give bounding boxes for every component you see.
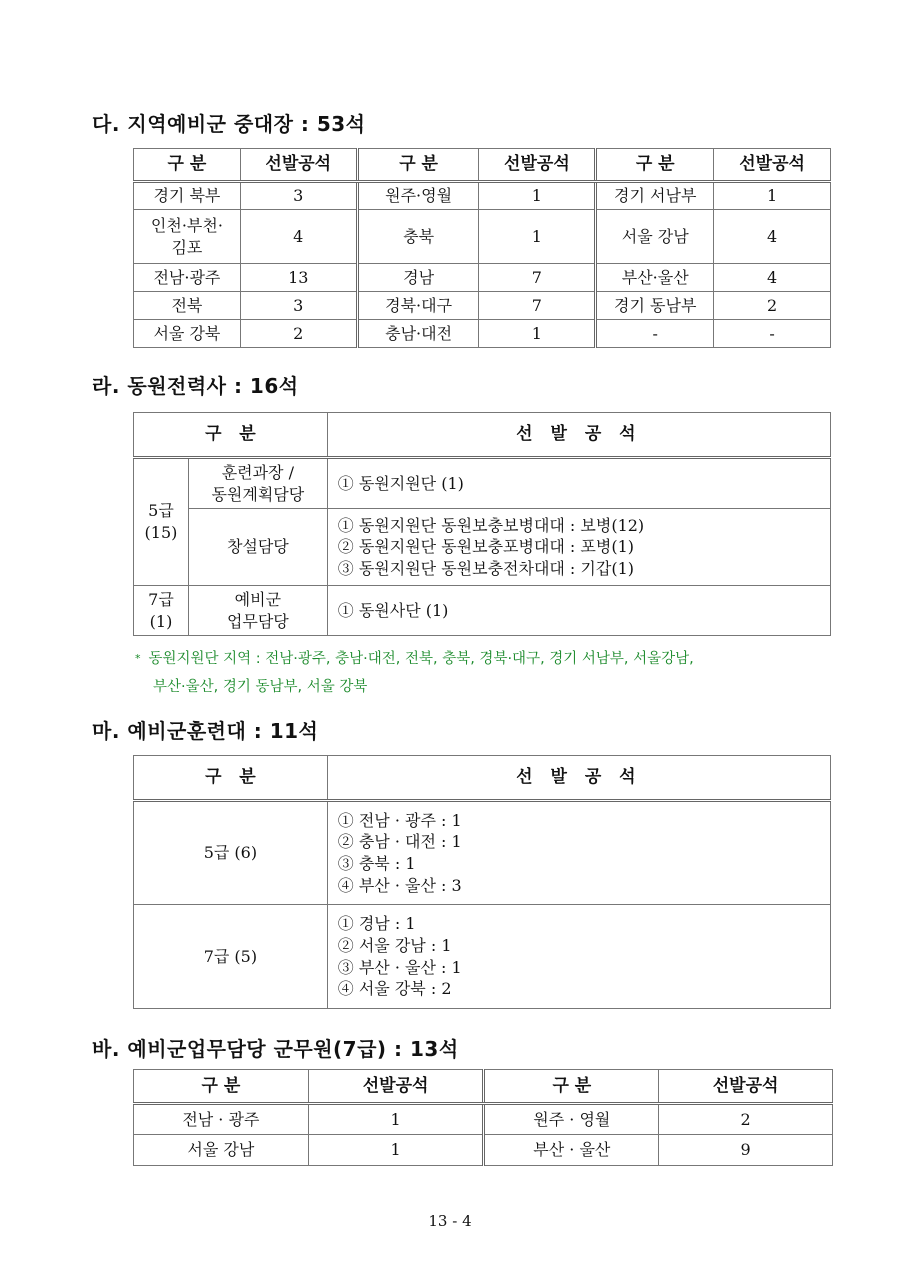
- section-title-ra: 라. 동원전력사 : 16석: [92, 374, 299, 398]
- table-row: [134, 264, 831, 292]
- col-header: 선발공석: [240, 149, 357, 182]
- footnote-marker: *: [135, 652, 141, 665]
- col-header: 선발공석: [479, 149, 596, 182]
- table-cell: 전북: [134, 292, 241, 320]
- cell-line: 김포: [171, 237, 203, 257]
- cell-line: 인천·부천·: [150, 215, 223, 235]
- table-cell: 경기 북부: [134, 182, 241, 210]
- col-header: 구 분: [596, 149, 714, 182]
- list-item: ② 충남 · 대전 : 1: [337, 832, 462, 852]
- table-row: [134, 292, 831, 320]
- list-item: ③ 부산 · 울산 : 1: [337, 957, 462, 977]
- list-item: ② 서울 강남 : 1: [337, 935, 452, 955]
- col-header: 구 분: [134, 756, 328, 801]
- table-row: [134, 801, 831, 905]
- list-item: ① 경남 : 1: [337, 914, 416, 934]
- cell-line: ① 동원지원단 동원보충보병대대 : 보병(12): [337, 515, 645, 535]
- table-row: [134, 458, 831, 509]
- table-cell: 1: [479, 320, 596, 348]
- table-cell: -: [714, 320, 831, 348]
- footnote-line: 동원지원단 지역 : 전남·광주, 충남·대전, 전북, 충북, 경북·대구, 경기 서남부, 서울강남,: [148, 651, 694, 667]
- cell-line: ② 동원지원단 동원보충포병대대 : 포병(1): [337, 537, 634, 557]
- table-row: [134, 320, 831, 348]
- table-cell: 9: [659, 1135, 833, 1166]
- table-header-row: [134, 149, 831, 182]
- col-header-text: 선 발 공 석: [516, 767, 642, 788]
- table-cell: 1: [479, 182, 596, 210]
- section-title-ma: 마. 예비군훈련대 : 11석: [92, 719, 319, 743]
- table-cell: 충남·대전: [357, 320, 479, 348]
- table-cell: 부산 · 울산: [484, 1135, 659, 1166]
- col-header: 구 분: [134, 1070, 309, 1104]
- table-cell: 경남: [357, 264, 479, 292]
- table-cell: ① 동원지원단 (1): [327, 458, 830, 509]
- grade-label: 7급: [148, 589, 174, 609]
- col-header: 구 분: [134, 413, 328, 458]
- table-mobilization-command: [133, 412, 831, 636]
- col-header: 구 분: [357, 149, 479, 182]
- grade-count: (15): [144, 523, 178, 542]
- cell-line: 업무담당: [226, 611, 289, 631]
- col-header: [327, 756, 830, 801]
- table-row: [134, 210, 831, 264]
- table-row: [134, 182, 831, 210]
- page-number: 13 - 4: [428, 1212, 472, 1230]
- table-cell: 3: [240, 292, 357, 320]
- grade-cell: [134, 586, 189, 636]
- section-title-ba: 바. 예비군업무담당 군무원(7급) : 13석: [92, 1037, 459, 1061]
- table-cell: 3: [240, 182, 357, 210]
- table-cell: [134, 210, 241, 264]
- table-cell: 2: [240, 320, 357, 348]
- cell-line: ③ 동원지원단 동원보충전차대대 : 기갑(1): [337, 558, 634, 578]
- cell-line: 동원계획담당: [211, 484, 305, 504]
- table-cell: 전남 · 광주: [134, 1104, 309, 1135]
- table-cell: 4: [240, 210, 357, 264]
- col-header: 구 분: [484, 1070, 659, 1104]
- table-cell: 경기 서남부: [596, 182, 714, 210]
- table-row: [134, 1104, 833, 1135]
- table-cell: [188, 586, 327, 636]
- table-regional-reserve: [133, 148, 831, 348]
- table-cell: 서울 강북: [134, 320, 241, 348]
- table-cell: 7: [479, 292, 596, 320]
- table-cell: 4: [714, 210, 831, 264]
- col-header: 구 분: [134, 149, 241, 182]
- table-cell: 경북·대구: [357, 292, 479, 320]
- table-cell: 1: [714, 182, 831, 210]
- cell-line: 훈련과장 /: [221, 462, 294, 482]
- grade-label: 5급: [148, 501, 174, 521]
- table-row: [134, 586, 831, 636]
- table-cell: 창설담당: [188, 509, 327, 586]
- col-header: 선발공석: [308, 1070, 484, 1104]
- table-cell: 4: [714, 264, 831, 292]
- table-reserve-civilian: [133, 1069, 833, 1166]
- grade-count: (1): [149, 611, 173, 631]
- footnote-line: 부산·울산, 경기 동남부, 서울 강북: [153, 679, 368, 695]
- table-row: [134, 1135, 833, 1166]
- table-cell: 부산·울산: [596, 264, 714, 292]
- table-header-row: [134, 756, 831, 801]
- table-cell: [327, 801, 830, 905]
- cell-line: 예비군: [234, 589, 282, 609]
- list-item: ③ 충북 : 1: [337, 854, 416, 873]
- table-cell: 13: [240, 264, 357, 292]
- table-cell: 1: [308, 1135, 484, 1166]
- table-row: [134, 905, 831, 1009]
- table-cell: 1: [479, 210, 596, 264]
- table-cell: 1: [308, 1104, 484, 1135]
- table-reserve-training: [133, 755, 831, 1009]
- list-item: ① 전남 · 광주 : 1: [337, 810, 462, 830]
- table-header-row: [134, 413, 831, 458]
- table-cell: 2: [659, 1104, 833, 1135]
- table-cell: 경기 동남부: [596, 292, 714, 320]
- col-header: [327, 413, 830, 458]
- table-cell: [327, 905, 830, 1009]
- table-cell: 서울 강남: [134, 1135, 309, 1166]
- col-header: 선발공석: [714, 149, 831, 182]
- table-cell: 원주·영월: [357, 182, 479, 210]
- table-cell: 원주 · 영월: [484, 1104, 659, 1135]
- table-cell: 충북: [357, 210, 479, 264]
- list-item: ④ 부산 · 울산 : 3: [337, 875, 462, 895]
- grade-cell: 5급 (6): [134, 801, 328, 905]
- table-cell: [188, 458, 327, 509]
- grade-cell: [134, 458, 189, 586]
- col-header: 선발공석: [659, 1070, 833, 1104]
- table-cell: [327, 509, 830, 586]
- grade-cell: 7급 (5): [134, 905, 328, 1009]
- table-cell: ① 동원사단 (1): [327, 586, 830, 636]
- section-title-da: 다. 지역예비군 중대장 : 53석: [92, 112, 366, 136]
- footnote: [135, 645, 835, 701]
- table-cell: -: [596, 320, 714, 348]
- table-header-row: [134, 1070, 833, 1104]
- table-row: [134, 509, 831, 586]
- col-header-text: 선 발 공 석: [516, 424, 642, 445]
- table-cell: 서울 강남: [596, 210, 714, 264]
- table-cell: 7: [479, 264, 596, 292]
- table-cell: 2: [714, 292, 831, 320]
- list-item: ④ 서울 강북 : 2: [337, 979, 452, 999]
- table-cell: 전남·광주: [134, 264, 241, 292]
